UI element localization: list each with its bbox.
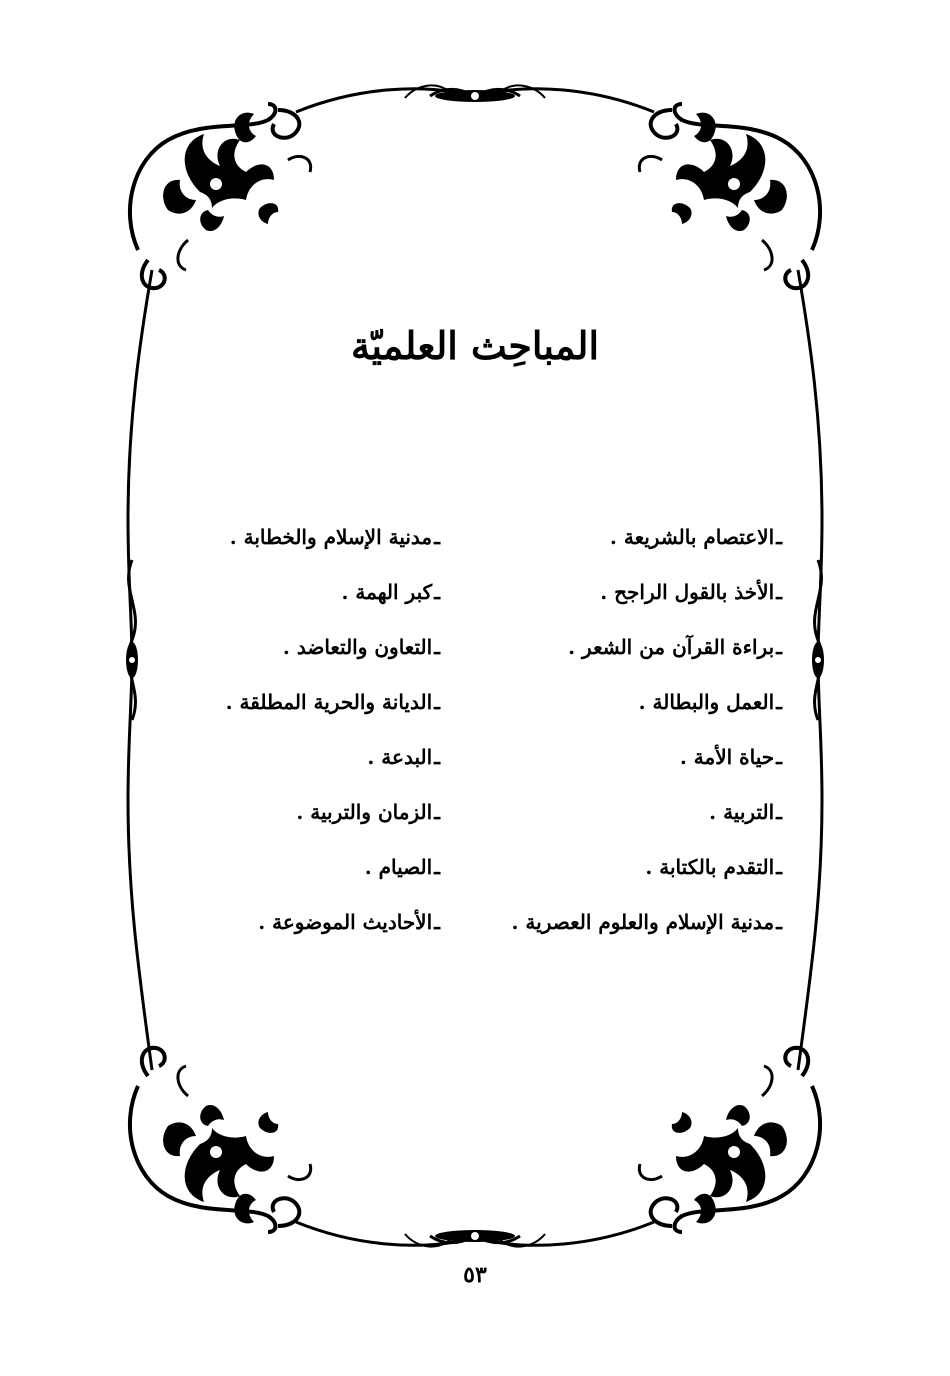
topics-left-column — [140, 518, 440, 958]
topic-label: البدعة . — [367, 745, 433, 769]
topic-label: مدنية الإسلام والخطابة . — [229, 525, 433, 549]
bullet-dash: ـ — [776, 635, 782, 659]
bullet-dash: ـ — [776, 745, 782, 769]
topic-label: الصيام . — [364, 855, 433, 879]
corner-ornament-top-left — [130, 104, 311, 288]
list-item — [442, 518, 782, 573]
bullet-dash: ـ — [776, 910, 782, 934]
bullet-dash: ـ — [776, 525, 782, 549]
list-item — [442, 848, 782, 903]
topic-label: العمل والبطالة . — [638, 690, 775, 714]
page-title: المباحِث العلميّة — [350, 323, 600, 369]
topic-label: الزمان والتربية . — [296, 800, 433, 824]
list-item — [140, 848, 440, 903]
topic-label: الأخذ بالقول الراجح . — [600, 580, 775, 604]
bullet-dash: ـ — [434, 635, 440, 659]
corner-ornament-bottom-right — [639, 1048, 820, 1232]
bullet-dash: ـ — [776, 690, 782, 714]
bullet-dash: ـ — [776, 580, 782, 604]
list-item — [442, 738, 782, 793]
bullet-dash: ـ — [434, 855, 440, 879]
bullet-dash: ـ — [434, 525, 440, 549]
list-item — [442, 683, 782, 738]
list-item — [140, 903, 440, 958]
list-item — [442, 628, 782, 683]
topic-label: الأحاديث الموضوعة . — [258, 910, 433, 934]
list-item — [140, 628, 440, 683]
bullet-dash: ـ — [434, 745, 440, 769]
list-item — [140, 738, 440, 793]
topic-label: الديانة والحرية المطلقة . — [225, 690, 433, 714]
topic-label: التقدم بالكتابة . — [645, 855, 775, 879]
list-item — [442, 903, 782, 958]
topic-label: براءة القرآن من الشعر . — [568, 635, 775, 659]
bullet-dash: ـ — [434, 800, 440, 824]
bullet-dash: ـ — [776, 800, 782, 824]
list-item — [140, 793, 440, 848]
bullet-dash: ـ — [434, 690, 440, 714]
page-number: ٥٣ — [463, 1262, 487, 1288]
list-item — [442, 573, 782, 628]
topic-label: كبر الهمة . — [341, 580, 433, 604]
bullet-dash: ـ — [776, 855, 782, 879]
corner-ornament-top-right — [639, 104, 820, 288]
topic-label: التعاون والتعاضد . — [282, 635, 433, 659]
corner-ornament-bottom-left — [130, 1048, 311, 1232]
list-item — [140, 683, 440, 738]
topics-right-column — [442, 518, 782, 958]
topic-label: حياة الأمة . — [679, 745, 775, 769]
bullet-dash: ـ — [434, 910, 440, 934]
topic-label: مدنية الإسلام والعلوم العصرية . — [511, 910, 775, 934]
topic-label: الاعتصام بالشريعة . — [609, 525, 775, 549]
bullet-dash: ـ — [434, 580, 440, 604]
topic-label: التربية . — [709, 800, 775, 824]
list-item — [140, 518, 440, 573]
list-item — [140, 573, 440, 628]
list-item — [442, 793, 782, 848]
